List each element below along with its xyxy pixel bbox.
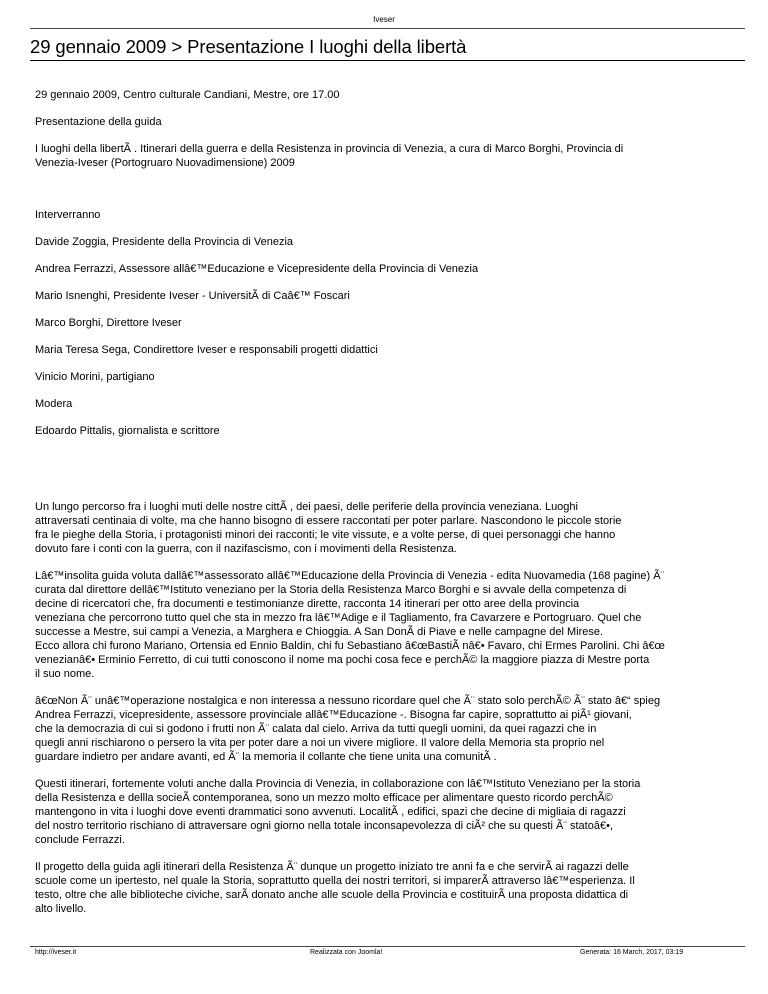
book-reference-line: I luoghi della libertÃ . Itinerari della guerra e della Resistenza in provincia di Venezia, a cura di Marco Borghi, Provincia di <box>35 143 624 155</box>
paragraph-line: alto livello. <box>35 903 87 915</box>
moderator-heading: Modera <box>35 398 73 410</box>
paragraph-line: successe a Mestre, sui campi a Venezia, a Marghera e Chioggia. A San DonÃ di Piave e nelle campagne del Mirese. <box>35 626 604 638</box>
paragraph-line: del nostro territorio rischiano di attraversare ogni giorno nella totale inconsapevolezza di ciÃ² che su questi Ã¨ statoâ€•, <box>35 820 613 832</box>
speaker-item: Mario Isnenghi, Presidente Iveser - UniversitÃ di Caâ€™ Foscari <box>35 290 350 302</box>
paragraph-line: che la democrazia di cui si godono i frutti non Ã¨ calata dal cielo. Arriva da tutti quegli uomini, da quei ragazzi che in <box>35 723 597 735</box>
body-paragraph-2 <box>35 569 768 681</box>
paragraph-line: â€œNon Ã¨ unâ€™operazione nostalgica e non interessa a nessuno ricordare quel che Ã¨ stato solo perchÃ© Ã¨ stato â€“ spieg <box>35 695 661 707</box>
paragraph-line: Andrea Ferrazzi, vicepresidente, assessore provinciale allâ€™Educazione -. Bisogna far capire, soprattutto ai piÃ¹ giovani, <box>35 709 632 721</box>
paragraph-line: decine di ricercatori che, fra documenti e testimonianze dirette, racconta 14 itinerari per otto aree della provincia <box>35 598 580 610</box>
paragraph-line: mantengono in vita i luoghi dove eventi drammatici sono avvenuti. LocalitÃ , edifici, spazi che decine di migliaia di ragazzi <box>35 806 626 818</box>
speaker-item: Andrea Ferrazzi, Assessore allâ€™Educazione e Vicepresidente della Provincia di Venezia <box>35 263 479 275</box>
paragraph-line: guardare indietro per andare avanti, ed Ã¨ la memoria il collante che tiene unita una comunitÃ . <box>35 751 497 763</box>
paragraph-line: venezianâ€• Erminio Ferretto, di cui tutti conoscono il nome ma pochi cosa fece e perchÃ© la maggiore piazza di Mestre porta <box>35 654 650 666</box>
paragraph-line: conclude Ferrazzi. <box>35 834 125 846</box>
paragraph-line: curata dal direttore dellâ€™Istituto veneziano per la Storia della Resistenza Marco Borghi e si avvale della competenza di <box>35 584 627 596</box>
footer-divider <box>30 946 745 947</box>
paragraph-line: Questi itinerari, fortemente voluti anche dalla Provincia di Venezia, in collaborazione con lâ€™Istituto Veneziano per la storia <box>35 778 641 790</box>
paragraph-line: Lâ€™insolita guida voluta dallâ€™assessorato allâ€™Educazione della Provincia di Venezia - edita Nuovamedia (168 pagine) Ã¨ <box>35 570 665 582</box>
paragraph-line: fra le pieghe della Storia, i protagonisti minori dei racconti; le vite vissute, e a volte perse, di quei personaggi che hanno <box>35 529 616 541</box>
paragraph-line: Il progetto della guida agli itinerari della Resistenza Ã¨ dunque un progetto iniziato tre anni fa e che servirÃ ai ragazzi delle <box>35 861 629 873</box>
footer-credit: Realizzata con Joomla! <box>310 949 383 956</box>
article-body <box>35 88 768 916</box>
body-paragraph-4 <box>35 777 768 847</box>
paragraph-line: Ecco allora chi furono Mariano, Ortensia ed Ennio Baldin, chi fu Sebastiano â€œBastiÃ nâ€• Favaro, chi Ermes Parolini. Chi â€œ <box>35 640 665 652</box>
speakers-heading: Interverranno <box>35 209 101 221</box>
paragraph-line: testo, oltre che alle biblioteche civiche, sarÃ donato anche alle scuole della Provincia e costituirÃ una proposta didattica di <box>35 889 629 901</box>
site-name: Iveser <box>373 15 395 24</box>
speaker-item: Marco Borghi, Direttore Iveser <box>35 317 182 329</box>
paragraph-line: della Resistenza e dellla socieÃ contemporanea, sono un mezzo molto efficace per alimentare questo ricordo perchÃ© <box>35 792 613 804</box>
event-info: 29 gennaio 2009, Centro culturale Candiani, Mestre, ore 17.00 <box>35 89 340 101</box>
header-divider <box>30 28 745 29</box>
moderator-name: Edoardo Pittalis, giornalista e scrittore <box>35 425 220 437</box>
paragraph-line: attraversati centinaia di volte, ma che hanno bisogno di essere raccontati per poter parlare. Nascondono le piccole storie <box>35 515 622 527</box>
body-paragraph-5 <box>35 860 768 916</box>
book-reference-line: Venezia-Iveser (Portogruaro Nuovadimensione) 2009 <box>35 157 295 169</box>
title-divider <box>30 60 745 61</box>
footer-generated-date: Generata: 16 March, 2017, 03:19 <box>580 949 684 956</box>
article-subtitle: Presentazione della guida <box>35 116 162 128</box>
paragraph-line: Un lungo percorso fra i luoghi muti delle nostre cittÃ , dei paesi, delle periferie della provincia veneziana. Luoghi <box>35 501 578 513</box>
body-paragraph-1 <box>35 500 768 556</box>
speaker-item: Davide Zoggia, Presidente della Provincia di Venezia <box>35 236 294 248</box>
book-reference <box>35 142 768 170</box>
body-paragraph-3 <box>35 694 768 764</box>
speaker-item: Maria Teresa Sega, Condirettore Iveser e responsabili progetti didattici <box>35 344 378 356</box>
speaker-item: Vinicio Morini, partigiano <box>35 371 155 383</box>
paragraph-line: dovuto fare i conti con la guerra, con il nazifascismo, con i movimenti della Resistenza. <box>35 543 457 555</box>
footer-url[interactable]: http://iveser.it <box>35 949 77 956</box>
paragraph-line: il suo nome. <box>35 668 95 680</box>
paragraph-line: veneziana che percorrono tutto quel che sta in mezzo fra lâ€™Adige e il Tagliamento, fra Cavarzere e Portogruaro. Quel che <box>35 612 642 624</box>
paragraph-line: quegli anni rischiarono o persero la vita per poter dare a noi un vivere migliore. Il valore della Memoria sta proprio nel <box>35 737 605 749</box>
page-title: 29 gennaio 2009 > Presentazione I luoghi della libertà <box>30 36 467 57</box>
paragraph-line: scuole come un ipertesto, nel quale la Storia, soprattutto quella dei nostri territori, si imparerÃ attraverso lâ€™esperienza. Il <box>35 875 635 887</box>
